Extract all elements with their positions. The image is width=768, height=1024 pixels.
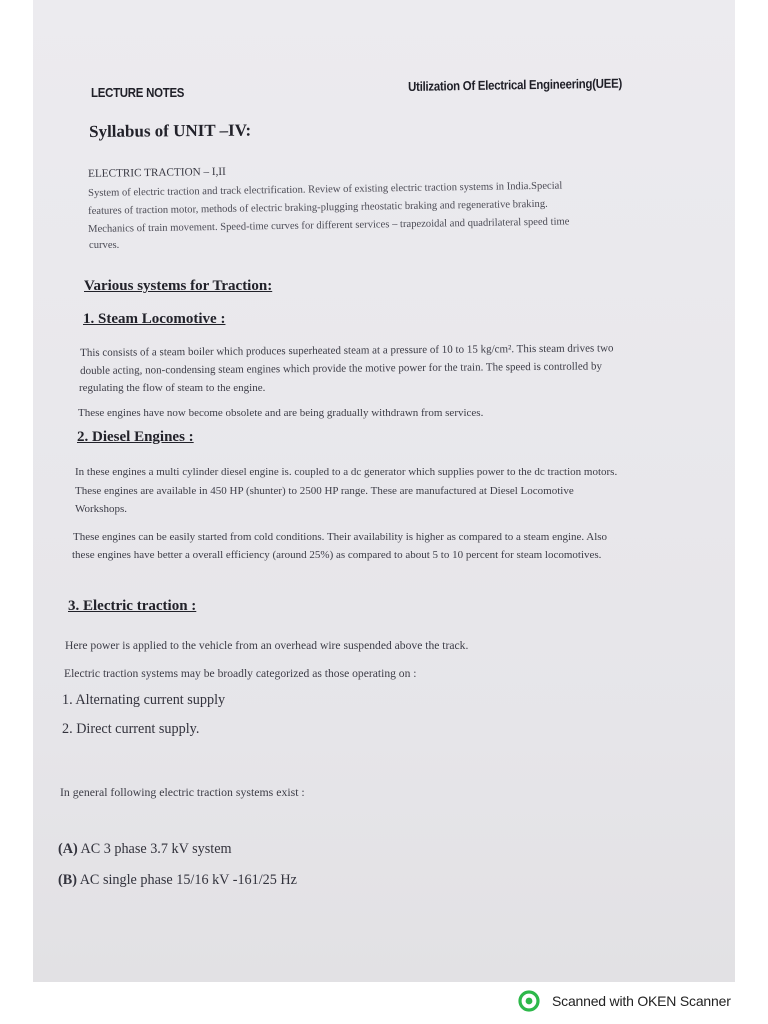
scanner-footer bbox=[518, 990, 731, 1012]
electric-traction-heading: 3. Electric traction : bbox=[68, 598, 197, 614]
syllabus-title: Syllabus of UNIT –IV: bbox=[89, 120, 252, 141]
header-left: LECTURE NOTES bbox=[91, 85, 185, 100]
system-a bbox=[58, 841, 232, 858]
diesel-line-5: these engines have better a overall efficiency (around 25%) as compared to about 5 to 10 percent for steam locomotives. bbox=[72, 549, 602, 561]
system-a-label: (A) bbox=[58, 841, 78, 857]
diesel-line-4: These engines can be easily started from cold conditions. Their availability is higher as compared to a steam engine. Also bbox=[73, 531, 608, 543]
diesel-line-2: These engines are available in 450 HP (shunter) to 2500 HP range. These are manufactured at Diesel Locomotive bbox=[75, 485, 574, 497]
syllabus-line-2: features of traction motor, methods of electric braking-plugging rheostatic braking and regenerative braking. bbox=[88, 198, 548, 217]
system-b-text: AC single phase 15/16 kV -161/25 Hz bbox=[79, 872, 297, 888]
syllabus-line-3: Mechanics of train movement. Speed-time curves for different services – trapezoidal and quadrilateral speed time bbox=[88, 216, 570, 235]
system-b bbox=[58, 872, 297, 889]
system-b-label: (B) bbox=[58, 872, 77, 888]
scanner-footer-text: Scanned with OKEN Scanner bbox=[552, 993, 731, 1009]
steam-heading: 1. Steam Locomotive : bbox=[83, 311, 226, 327]
scanned-page bbox=[33, 0, 735, 982]
electric-line-1: Here power is applied to the vehicle from an overhead wire suspended above the track. bbox=[65, 639, 469, 652]
steam-line-2: double acting, non-condensing steam engines which provide the motive power for the train. The speed is controlled by bbox=[80, 360, 602, 377]
list-item-ac-supply: 1. Alternating current supply bbox=[62, 692, 226, 708]
syllabus-line-4: curves. bbox=[89, 240, 120, 251]
diesel-heading: 2. Diesel Engines : bbox=[77, 429, 194, 445]
list-item-dc-supply: 2. Direct current supply. bbox=[62, 721, 200, 737]
general-systems-line: In general following electric traction systems exist : bbox=[60, 785, 305, 799]
steam-line-4: These engines have now become obsolete and are being gradually withdrawn from services. bbox=[78, 407, 484, 419]
electric-line-2: Electric traction systems may be broadly categorized as those operating on : bbox=[64, 667, 417, 680]
steam-line-1: This consists of a steam boiler which produces superheated steam at a pressure of 10 to 15 kg/cm². This steam drives two bbox=[80, 342, 614, 359]
steam-line-3: regulating the flow of steam to the engine. bbox=[79, 382, 266, 394]
diesel-line-3: Workshops. bbox=[75, 503, 127, 515]
system-a-text: AC 3 phase 3.7 kV system bbox=[80, 841, 232, 857]
oken-scanner-logo-icon bbox=[518, 990, 540, 1012]
header-right: Utilization Of Electrical Engineering(UEE) bbox=[408, 75, 623, 94]
various-systems-heading: Various systems for Traction: bbox=[84, 278, 273, 294]
syllabus-line-1: System of electric traction and track electrification. Review of existing electric traction systems in India.Special bbox=[88, 180, 563, 199]
diesel-line-1: In these engines a multi cylinder diesel engine is. coupled to a dc generator which supplies power to the dc traction motors. bbox=[75, 466, 618, 478]
syllabus-topic: ELECTRIC TRACTION – I,II bbox=[88, 165, 226, 180]
